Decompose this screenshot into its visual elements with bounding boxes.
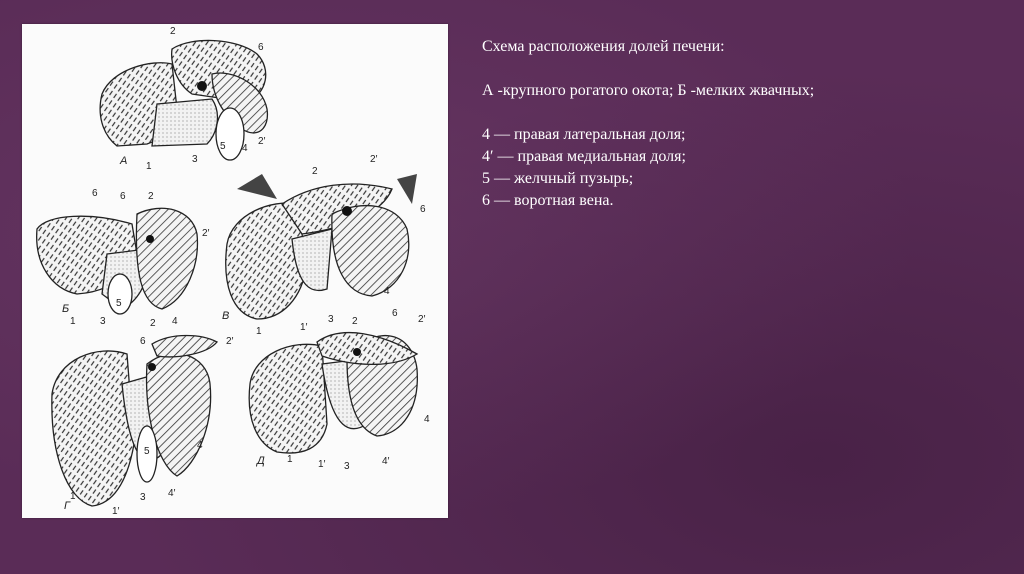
legend-item: 4 — правая латеральная доля; bbox=[482, 126, 686, 143]
diagram-label: 5 bbox=[220, 141, 226, 152]
diagram-label: 3 bbox=[100, 316, 106, 327]
diagram-label: 1 bbox=[287, 454, 293, 465]
slide-caption bbox=[482, 36, 1002, 212]
panel-letter: В bbox=[222, 310, 230, 322]
diagram-label: 1′ bbox=[112, 506, 120, 517]
diagram-label: 5 bbox=[116, 298, 122, 309]
diagram-label: 2 bbox=[148, 191, 154, 202]
panel-letter: Б bbox=[62, 303, 70, 315]
diagram-label: 4 bbox=[424, 414, 430, 425]
diagram-label: 4 bbox=[197, 440, 203, 451]
diagram-label: 2 bbox=[352, 316, 358, 327]
diagram-label: 3 bbox=[328, 314, 334, 325]
diagram-label: 5 bbox=[144, 446, 150, 457]
diagram-label: 3 bbox=[140, 492, 146, 503]
panel-letter: Г bbox=[64, 500, 70, 512]
panel-letter: Д bbox=[257, 455, 265, 467]
diagram-label: 2 bbox=[170, 26, 176, 37]
diagram-label: 4 bbox=[242, 143, 248, 154]
diagram-label: 3 bbox=[192, 154, 198, 165]
diagram-label: 2′ bbox=[258, 136, 266, 147]
liver-lobes-figure bbox=[22, 24, 448, 518]
diagram-label: 1 bbox=[256, 326, 262, 337]
diagram-label: 6 bbox=[92, 188, 98, 199]
diagram-g bbox=[52, 336, 217, 507]
diagram-label: 1 bbox=[146, 161, 152, 172]
diagram-label: 2′ bbox=[202, 228, 210, 239]
diagram-label: 1′ bbox=[300, 322, 308, 333]
diagram-label: 1′ bbox=[318, 459, 326, 470]
legend-item: 4′ — правая медиальная доля; bbox=[482, 148, 686, 165]
liver-diagrams bbox=[22, 24, 448, 518]
diagram-label: 1 bbox=[70, 491, 76, 502]
diagram-d bbox=[249, 333, 417, 453]
diagram-label: 4 bbox=[384, 286, 390, 297]
diagram-label: 4′ bbox=[168, 488, 176, 499]
legend-item: 5 — желчный пузырь; bbox=[482, 170, 634, 187]
diagram-label: 2 bbox=[150, 318, 156, 329]
diagram-v bbox=[226, 174, 417, 319]
slide-subtitle: А -крупного рогатого окота; Б -мелких жвачных; bbox=[482, 82, 815, 99]
panel-letter: А bbox=[120, 155, 128, 167]
diagram-label: 2′ bbox=[226, 336, 234, 347]
diagram-label: 2′ bbox=[418, 314, 426, 325]
slide-title: Схема расположения долей печени: bbox=[482, 38, 725, 55]
diagram-label: 3 bbox=[344, 461, 350, 472]
diagram-label: 4 bbox=[172, 316, 178, 327]
diagram-label: 4′ bbox=[382, 456, 390, 467]
diagram-label: 6 bbox=[420, 204, 426, 215]
diagram-label: 6 bbox=[258, 42, 264, 53]
legend-item: 6 — воротная вена. bbox=[482, 192, 614, 209]
diagram-label: 6 bbox=[140, 336, 146, 347]
diagram-label: 2′ bbox=[370, 154, 378, 165]
diagram-label: 2 bbox=[312, 166, 318, 177]
diagram-label: 1 bbox=[70, 316, 76, 327]
diagram-label: 6 bbox=[120, 191, 126, 202]
diagram-label: 6 bbox=[392, 308, 398, 319]
